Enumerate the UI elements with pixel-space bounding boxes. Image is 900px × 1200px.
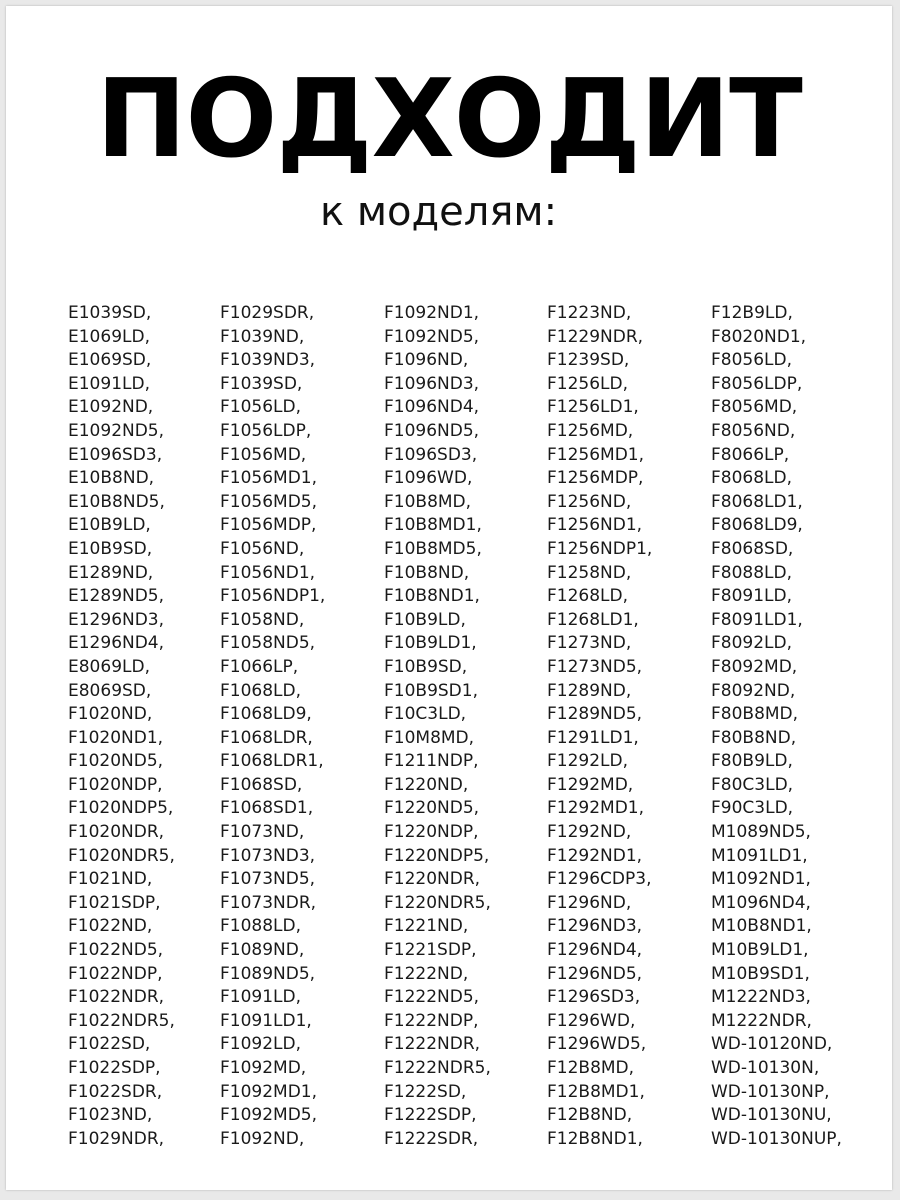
model-item: F1292ND, <box>547 822 632 843</box>
model-item: F1292MD, <box>547 774 634 795</box>
model-item: F1222SDR, <box>384 1128 479 1149</box>
model-item: M10B9LD1, <box>711 940 809 961</box>
page-subtitle: к моделям: <box>320 189 558 235</box>
model-item: F1289ND5, <box>547 704 643 725</box>
model-item: E1092ND5, <box>68 420 165 441</box>
model-item: WD-10130N, <box>711 1058 820 1078</box>
model-item: M10B9SD1, <box>711 963 810 984</box>
model-item: F1289ND, <box>547 680 632 701</box>
document-sheet <box>6 6 892 1190</box>
model-item: F10B9LD, <box>384 609 466 630</box>
model-item: F1292MD1, <box>547 798 645 819</box>
model-item: E10B9SD, <box>68 538 153 559</box>
model-item: F1020NDP5, <box>68 798 174 819</box>
model-item: M1222ND3, <box>711 987 811 1008</box>
model-item: F8091LD, <box>711 586 793 607</box>
model-item: F1268LD, <box>547 586 629 607</box>
model-item: F1092ND1, <box>384 303 480 323</box>
model-item: F1296SD3, <box>547 987 641 1008</box>
model-item: F8068LD9, <box>711 515 803 536</box>
model-item: F1256LD1, <box>547 397 639 418</box>
model-item: F1039SD, <box>220 373 303 394</box>
model-item: F1073ND3, <box>220 845 316 866</box>
model-item: F90C3LD, <box>711 798 794 819</box>
model-item: F1039ND3, <box>220 350 316 371</box>
model-item: F1092ND5, <box>384 326 480 347</box>
model-item: F8056MD, <box>711 397 798 418</box>
model-item: F10M8MD, <box>384 727 475 748</box>
model-item: F10B9LD1, <box>384 633 477 654</box>
model-item: F1273ND5, <box>547 656 643 677</box>
model-item: F1021ND, <box>68 869 153 890</box>
model-item: F1091LD1, <box>220 1010 312 1031</box>
model-item: F1092MD1, <box>220 1081 318 1102</box>
model-item: F1292ND1, <box>547 845 643 866</box>
model-item: F1056LDP, <box>220 420 312 441</box>
model-item: F8091LD1, <box>711 609 803 630</box>
model-item: F1256MD1, <box>547 444 645 465</box>
model-item: F8092ND, <box>711 680 796 701</box>
model-item: F1096ND5, <box>384 420 480 441</box>
model-item: F1058ND, <box>220 609 305 630</box>
model-item: F1222SDP, <box>384 1105 477 1126</box>
model-item: E10B8ND, <box>68 468 155 489</box>
model-item: F1066LP, <box>220 656 299 677</box>
model-item: F1092MD5, <box>220 1105 318 1126</box>
model-item: F1068LD9, <box>220 704 312 725</box>
model-item: E8069SD, <box>68 680 152 701</box>
model-item: F1296CDP3, <box>547 869 652 890</box>
model-item: F1222SD, <box>384 1081 467 1102</box>
model-item: E1096SD3, <box>68 444 163 465</box>
model-item: F80B9LD, <box>711 751 793 772</box>
model-item: F1096ND3, <box>384 373 480 394</box>
model-item: F80C3LD, <box>711 774 794 795</box>
model-item: F1039ND, <box>220 326 305 347</box>
model-item: F1056MD1, <box>220 468 318 489</box>
model-item: F1096WD, <box>384 468 473 489</box>
model-item: F1088LD, <box>220 916 302 937</box>
model-item: F12B8MD, <box>547 1058 635 1078</box>
model-item: F12B8ND1, <box>547 1128 643 1149</box>
model-item: F1022NDR, <box>68 987 165 1008</box>
model-item: F1221SDP, <box>384 940 477 961</box>
model-item: F8068SD, <box>711 538 794 559</box>
model-item: E1091LD, <box>68 373 150 394</box>
model-item: F1073ND, <box>220 822 305 843</box>
model-item: M1096ND4, <box>711 892 811 913</box>
model-item: F10B9SD, <box>384 656 468 677</box>
model-item: F1092MD, <box>220 1058 307 1078</box>
model-item: F10C3LD, <box>384 704 467 725</box>
model-item: E10B9LD, <box>68 515 151 536</box>
model-item: F1223ND, <box>547 303 632 323</box>
model-item: F80B8MD, <box>711 704 799 725</box>
model-item: F1092ND, <box>220 1128 305 1149</box>
model-item: F12B9LD, <box>711 303 793 323</box>
model-item: F1220NDP, <box>384 822 479 843</box>
model-item: F10B9SD1, <box>384 680 478 701</box>
model-item: F8066LP, <box>711 444 790 465</box>
model-item: F1291LD1, <box>547 727 639 748</box>
model-item: WD-10130NP, <box>711 1081 830 1102</box>
model-item: F1073NDR, <box>220 892 317 913</box>
model-item: F1239SD, <box>547 350 630 371</box>
model-item: F10B8MD1, <box>384 515 482 536</box>
model-item: F1296WD, <box>547 1010 636 1031</box>
model-item: F1222NDR5, <box>384 1058 491 1078</box>
model-item: F1211NDP, <box>384 751 479 772</box>
model-item: F1220NDP5, <box>384 845 490 866</box>
model-item: F1022SDP, <box>68 1058 161 1078</box>
model-item: F10B8ND, <box>384 562 470 583</box>
model-item: F1068SD1, <box>220 798 314 819</box>
model-item: F8056LDP, <box>711 373 803 394</box>
model-column-1 <box>68 302 175 1151</box>
model-item: F10B8ND1, <box>384 586 480 607</box>
model-item: F1296ND3, <box>547 916 643 937</box>
model-item: F1022SDR, <box>68 1081 163 1102</box>
model-item: F1256MD, <box>547 420 634 441</box>
model-item: F1056LD, <box>220 397 302 418</box>
model-item: F1220ND5, <box>384 798 480 819</box>
model-item: E1069LD, <box>68 326 150 347</box>
model-item: F8092LD, <box>711 633 793 654</box>
model-item: F1089ND, <box>220 940 305 961</box>
model-item: F1096ND, <box>384 350 469 371</box>
page-title: ПОДХОДИТ <box>96 57 802 182</box>
model-item: F1256ND, <box>547 491 632 512</box>
model-item: F1220ND, <box>384 774 469 795</box>
model-item: F8088LD, <box>711 562 793 583</box>
model-column-5 <box>711 302 842 1151</box>
model-item: F1296ND4, <box>547 940 643 961</box>
model-column-3 <box>384 302 491 1151</box>
model-item: F1096ND4, <box>384 397 480 418</box>
model-item: F12B8ND, <box>547 1105 633 1126</box>
model-item: F1020NDP, <box>68 774 163 795</box>
model-item: F1221ND, <box>384 916 469 937</box>
model-item: F1020ND5, <box>68 751 164 772</box>
model-item: F1229NDR, <box>547 326 644 347</box>
model-item: WD-10130NU, <box>711 1105 832 1126</box>
model-item: F1258ND, <box>547 562 632 583</box>
model-item: F1023ND, <box>68 1105 153 1126</box>
model-item: F80B8ND, <box>711 727 797 748</box>
model-item: E1289ND5, <box>68 586 165 607</box>
model-item: F1020NDR5, <box>68 845 175 866</box>
model-item: F1089ND5, <box>220 963 316 984</box>
model-item: F1296ND5, <box>547 963 643 984</box>
model-item: F1056MD5, <box>220 491 318 512</box>
model-item: F1056NDP1, <box>220 586 326 607</box>
model-item: F1056ND1, <box>220 562 316 583</box>
model-item: E1092ND, <box>68 397 154 418</box>
model-item: F1268LD1, <box>547 609 639 630</box>
model-item: F1273ND, <box>547 633 632 654</box>
model-item: F1022SD, <box>68 1034 151 1055</box>
model-item: F1296ND, <box>547 892 632 913</box>
model-item: F1256MDP, <box>547 468 644 489</box>
model-item: F1029SDR, <box>220 303 315 323</box>
model-item: F1222NDP, <box>384 1010 479 1031</box>
model-item: F1068LD, <box>220 680 302 701</box>
model-item: F1220NDR, <box>384 869 481 890</box>
model-item: F1292LD, <box>547 751 629 772</box>
model-item: WD-10130NUP, <box>711 1128 842 1149</box>
model-item: F8056ND, <box>711 420 796 441</box>
model-item: M1091LD1, <box>711 845 808 866</box>
model-item: M10B8ND1, <box>711 916 812 937</box>
model-item: F1022NDR5, <box>68 1010 175 1031</box>
model-item: E1039SD, <box>68 303 152 323</box>
model-item: E10B8ND5, <box>68 491 165 512</box>
model-item: E8069LD, <box>68 656 150 677</box>
model-item: F8068LD, <box>711 468 793 489</box>
model-item: F1256LD, <box>547 373 629 394</box>
model-item: E1296ND4, <box>68 633 165 654</box>
model-item: F1068LDR, <box>220 727 313 748</box>
model-item: F1058ND5, <box>220 633 316 654</box>
model-item: F10B8MD, <box>384 491 472 512</box>
model-item: F8068LD1, <box>711 491 803 512</box>
model-item: F8092MD, <box>711 656 798 677</box>
model-item: F1296WD5, <box>547 1034 647 1055</box>
model-item: F8056LD, <box>711 350 793 371</box>
model-item: F1022NDP, <box>68 963 163 984</box>
model-item: F1020NDR, <box>68 822 165 843</box>
model-item: F1056MD, <box>220 444 307 465</box>
model-item: F1068SD, <box>220 774 303 795</box>
model-item: F1068LDR1, <box>220 751 324 772</box>
model-item: WD-10120ND, <box>711 1034 833 1055</box>
model-item: F1020ND, <box>68 704 153 725</box>
model-item: F1022ND, <box>68 916 153 937</box>
model-item: F1056MDP, <box>220 515 317 536</box>
model-item: F1021SDP, <box>68 892 161 913</box>
model-item: F1092LD, <box>220 1034 302 1055</box>
model-item: F10B8MD5, <box>384 538 482 559</box>
model-item: M1092ND1, <box>711 869 811 890</box>
model-item: F1222ND, <box>384 963 469 984</box>
model-item: F1091LD, <box>220 987 302 1008</box>
model-item: F1256ND1, <box>547 515 643 536</box>
model-item: F12B8MD1, <box>547 1081 645 1102</box>
model-item: F1222NDR, <box>384 1034 481 1055</box>
model-item: E1289ND, <box>68 562 154 583</box>
model-item: F1020ND1, <box>68 727 164 748</box>
model-column-4 <box>547 302 652 1151</box>
model-item: F1256NDP1, <box>547 538 653 559</box>
model-item: F1029NDR, <box>68 1128 165 1149</box>
model-item: F1096SD3, <box>384 444 478 465</box>
model-item: M1089ND5, <box>711 822 811 843</box>
model-item: F1073ND5, <box>220 869 316 890</box>
model-item: M1222NDR, <box>711 1010 812 1031</box>
model-column-2 <box>220 302 325 1151</box>
model-item: F1056ND, <box>220 538 305 559</box>
model-item: F1220NDR5, <box>384 892 491 913</box>
model-item: F1022ND5, <box>68 940 164 961</box>
model-item: E1296ND3, <box>68 609 165 630</box>
model-item: E1069SD, <box>68 350 152 371</box>
model-item: F1222ND5, <box>384 987 480 1008</box>
model-item: F8020ND1, <box>711 326 807 347</box>
